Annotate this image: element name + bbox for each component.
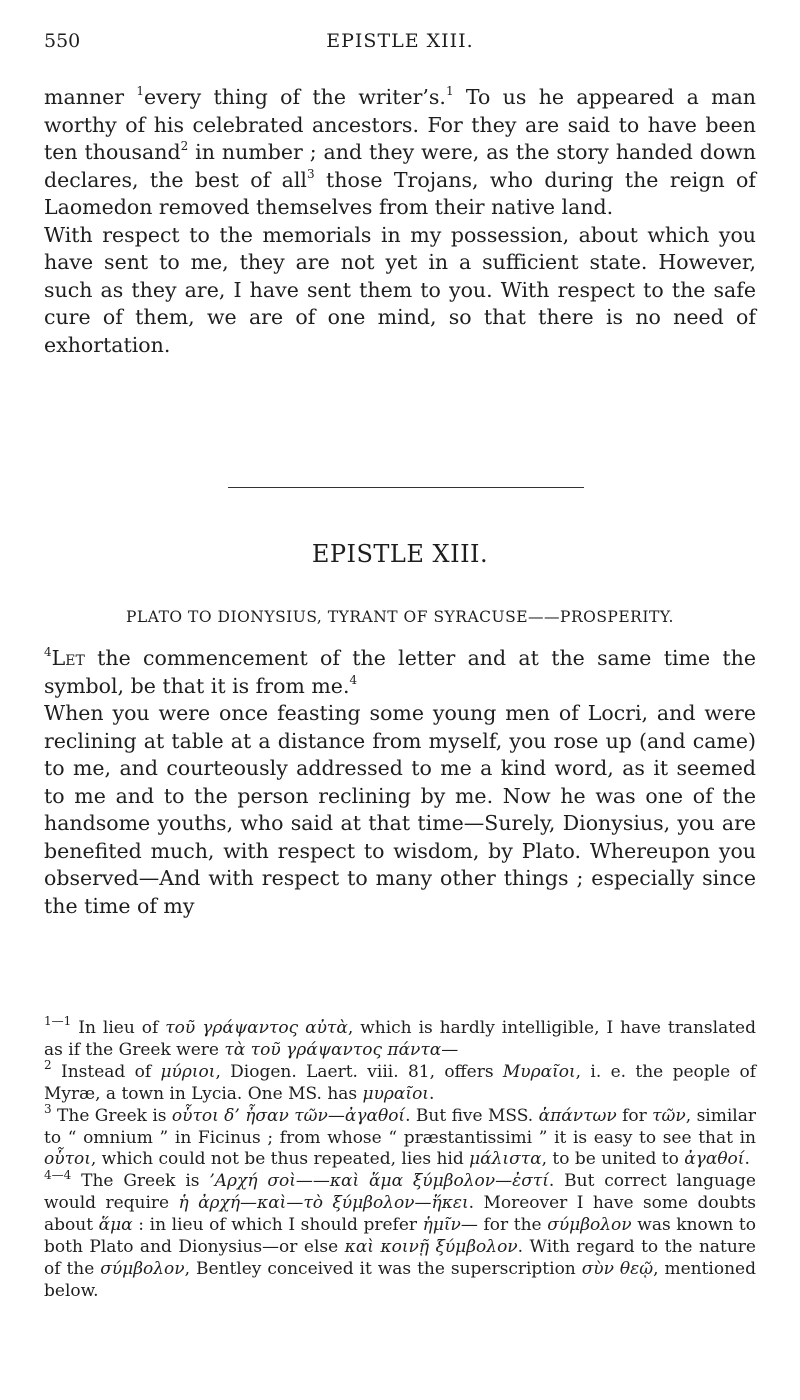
continuation-text bbox=[44, 84, 756, 359]
section-divider bbox=[228, 487, 584, 488]
continuation-paragraph-2: With respect to the memorials in my possession, about which you have sent to me, they are not yet in a sufficient state. However, such as they are, I have sent them to you. With respect to the safe cure of them, we are of one mind, so that there is no need of exhortation. bbox=[44, 222, 756, 357]
footnote-ref: 3 bbox=[306, 166, 315, 181]
page-number: 550 bbox=[44, 30, 81, 52]
epistle-paragraph-2: When you were once feasting some young men of Locri, and were reclining at table at a distance from myself, you rose up (and came) to me, and courteously addressed to me a kind word, as it seemed to me and to the person reclining by me. Now he was one of the handsome youths, who said at that time—Surely, Dionysius, you are benefited much, with respect to wisdom, by Plato. Whereupon you observed—And with respect to many other things ; especially since the time of my bbox=[44, 701, 756, 918]
footnote-ref: 1 bbox=[445, 84, 454, 99]
footnote-ref: 1 bbox=[136, 84, 144, 99]
footnote-ref: 2 bbox=[180, 139, 189, 154]
epistle-body bbox=[44, 645, 756, 920]
footnote-ref: 4 bbox=[44, 645, 52, 660]
footnote-4: $^{4—4}$ The Greek is ’Αρχή σοὶ——καὶ ἅμα ξύμβολον—ἐστί. But correct language would require ἡ ἀρχή—καὶ—τὸ ξύμβολον—ἥκει. Moreover I have some doubts about ἅμα : in lieu of which I should prefer ἡμῖν— for the σύμβολον was known to both Plato and Dionysius—or else καὶ κοινῇ ξύμβολον. With regard to the nature of the σύμβολον, Bentley conceived it was the superscription σὺν θεῷ, mentioned below. bbox=[44, 1167, 756, 1301]
running-title: EPISTLE XIII. bbox=[326, 30, 474, 52]
page-header bbox=[44, 30, 756, 60]
epistle-title: EPISTLE XIII. bbox=[311, 540, 489, 568]
footnotes bbox=[44, 1014, 756, 1303]
footnote-3: $^3$ The Greek is οὗτοι δ’ ἦσαν τῶν—ἀγαθοί. But five MSS. ἁπάντων for τῶν, similar to “ omnium ” in Ficinus ; from whose “ præstantissimi ” it is easy to see that in οὗτοι, which could not be thus repeated, lies hid μάλιστα, to be united to ἀγαθοί. bbox=[44, 1101, 756, 1170]
footnote-1: $^{1—1}$ In lieu of τοῦ γράψαντος αὐτὰ, which is hardly intelligible, I have translated as if the Greek were τὰ τοῦ γράψαντος πάντα— bbox=[44, 1014, 756, 1060]
opening-word: Let bbox=[51, 646, 85, 670]
continuation-paragraph-1: manner $^1$every thing of the writer’s.$^1$ To us he appeared a man worthy of his celebrated ancestors. For they are said to have been ten thousand$^2$ in number ; and they were, as the story handed down declares, the best of all$^3$ those Trojans, who during the reign of Laomedon removed themselves from their native land. bbox=[44, 84, 756, 219]
epistle-paragraph-1: $^4$Let the commencement of the letter and at the same time the symbol, be that it is from me.$^4$ bbox=[44, 645, 756, 698]
epistle-subtitle: PLATO TO DIONYSIUS, TYRANT OF SYRACUSE——PROSPERITY. bbox=[126, 608, 674, 626]
footnote-ref: 4 bbox=[349, 672, 358, 687]
footnote-2: $^2$ Instead of μύριοι, Diogen. Laert. viii. 81, offers Μυραῖοι, i. e. the people of Myræ, a town in Lycia. One MS. has μυραῖοι. bbox=[44, 1058, 756, 1104]
